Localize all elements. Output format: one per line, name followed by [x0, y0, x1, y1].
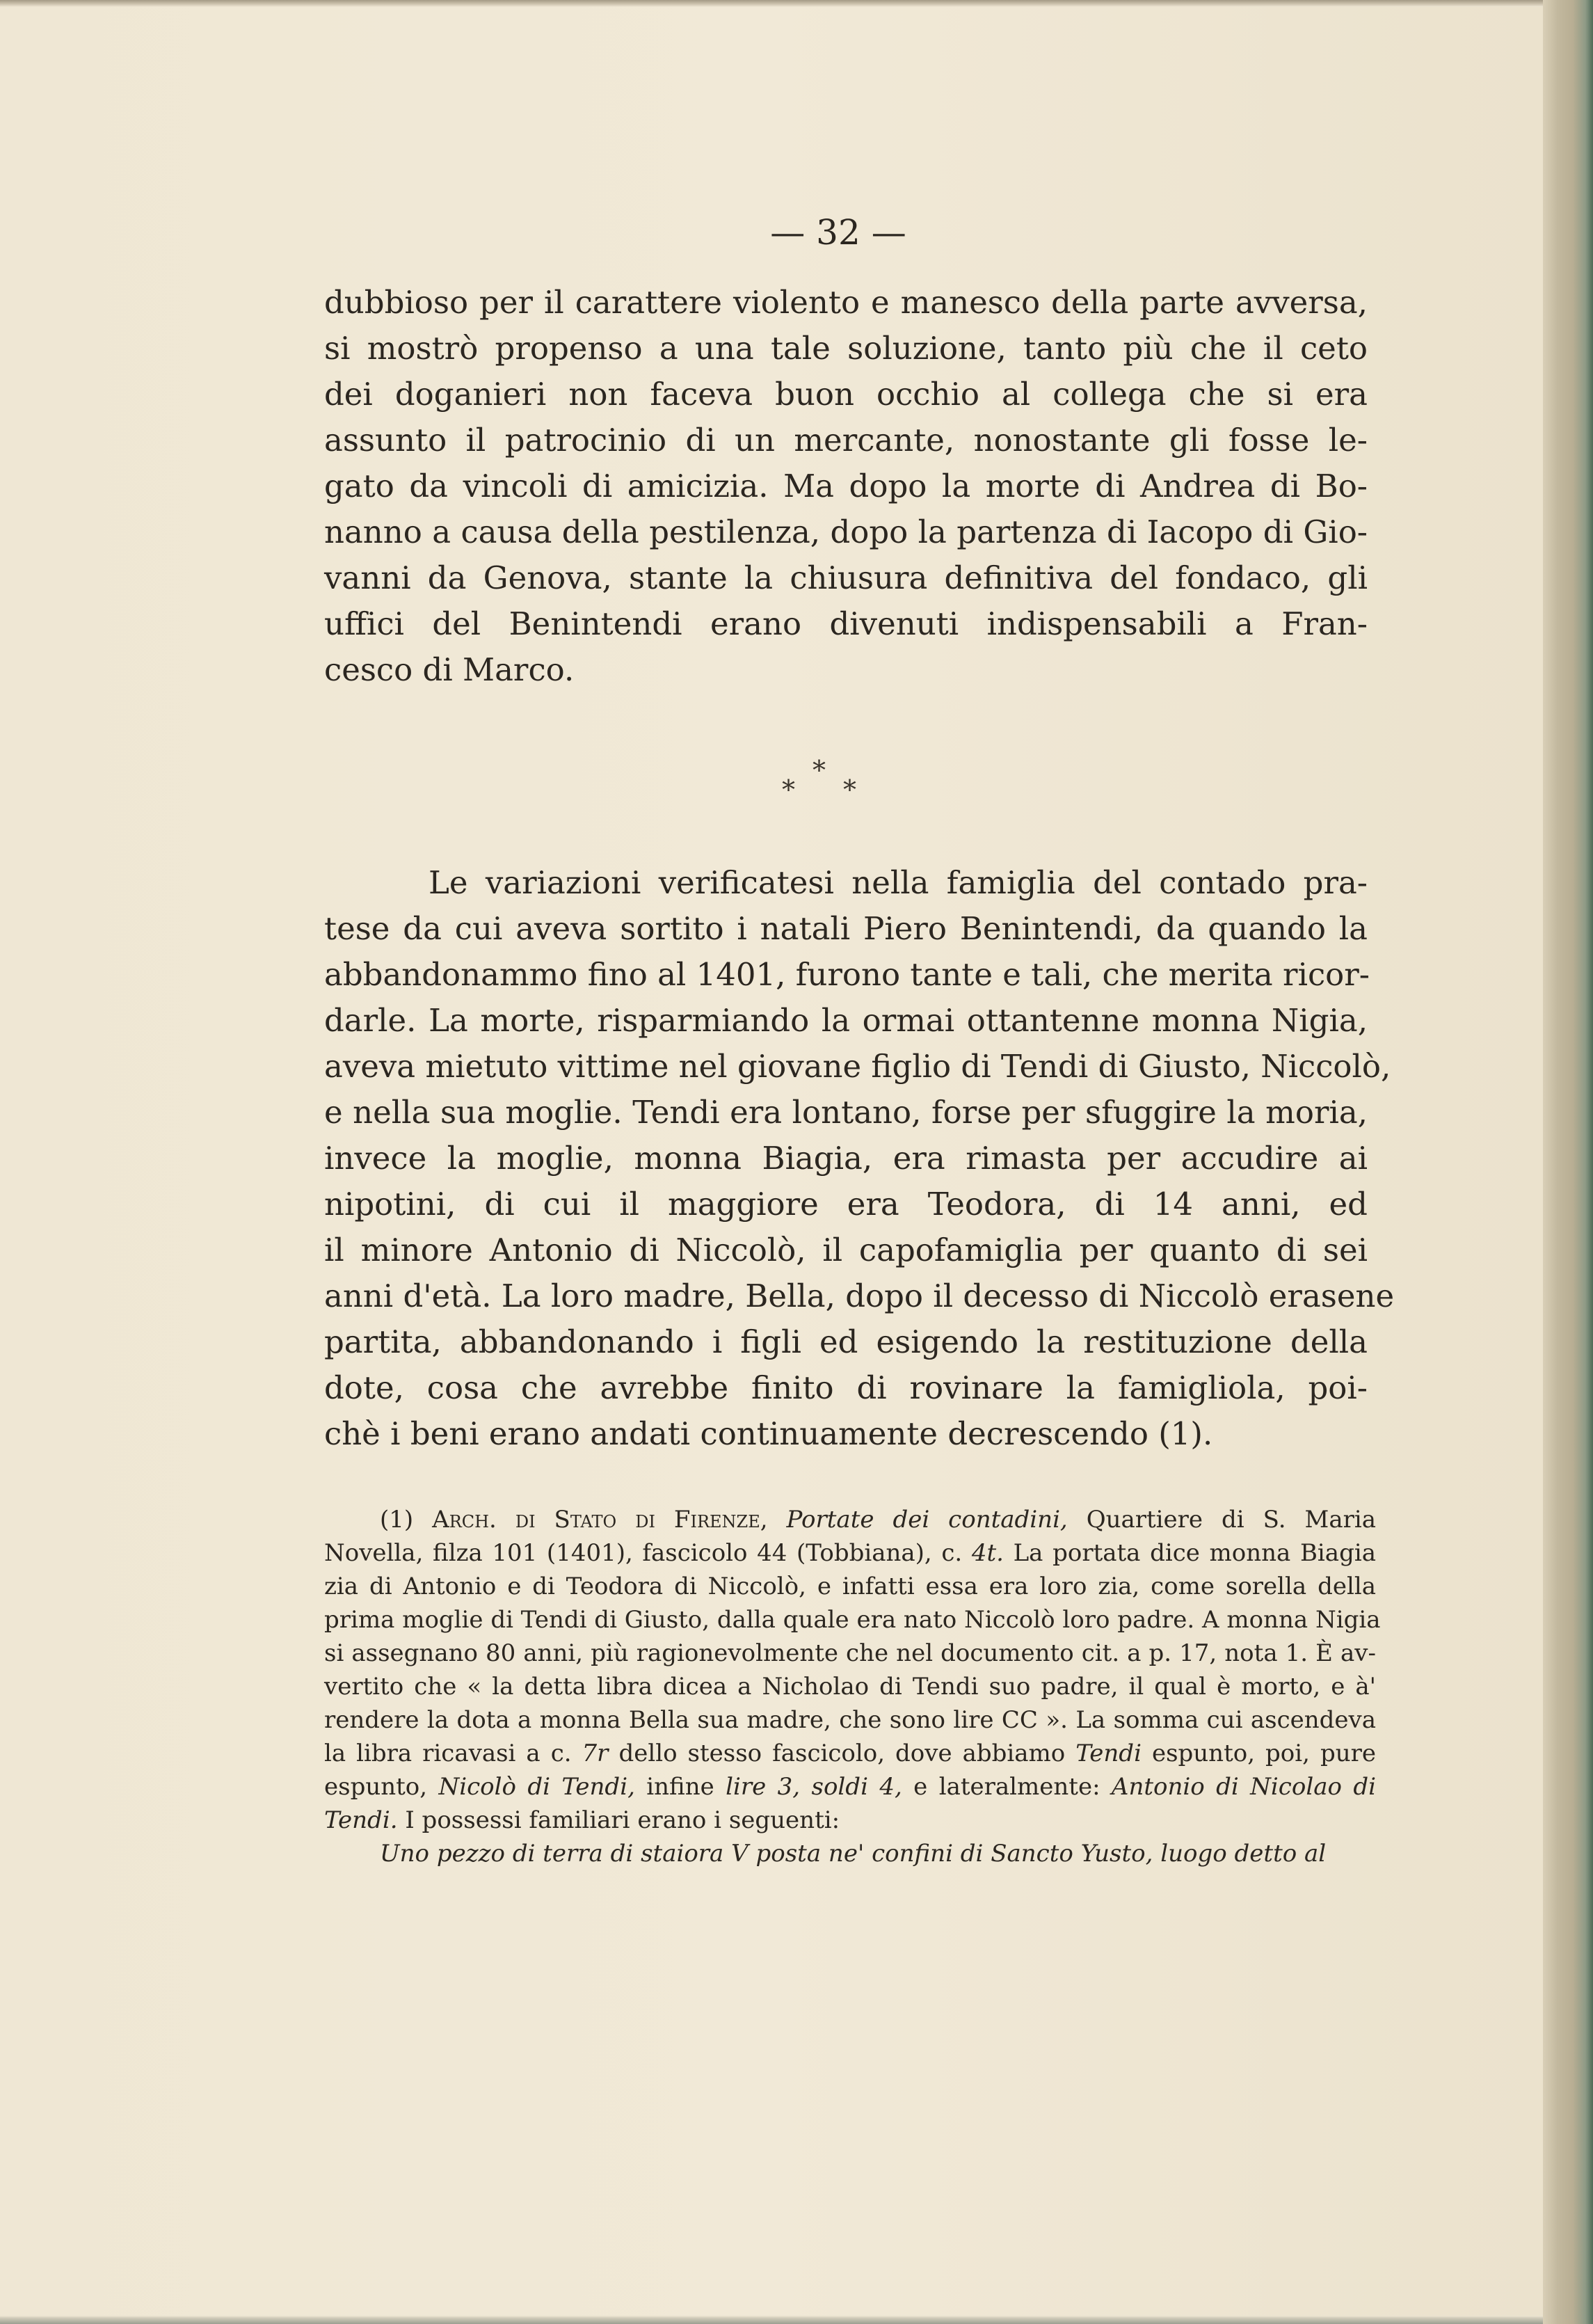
- footnote-line: (1) Arch. di Stato di Firenze, Portate dei contadini, Quartiere di S. Maria: [380, 1506, 1376, 1534]
- text-line: Le variazioni verificatesi nella famiglia del contado pra-: [429, 864, 1368, 901]
- page-bottom-edge: [0, 2316, 1543, 2324]
- footnote-line: zia di Antonio e di Teodora di Niccolò, e infatti essa era loro zia, come sorella della: [324, 1573, 1376, 1600]
- text-line: gato da vincoli di amicizia. Ma dopo la morte di Andrea di Bo-: [324, 468, 1368, 504]
- footnote: [324, 1503, 1381, 1870]
- footnote-line: espunto, Nicolò di Tendi, infine lire 3, soldi 4, e lateralmente: Antonio di Nicolao di: [324, 1773, 1376, 1801]
- text-line: uffici del Benintendi erano divenuti indispensabili a Fran-: [324, 605, 1368, 642]
- text-line: nipotini, di cui il maggiore era Teodora, di 14 anni, ed: [324, 1186, 1368, 1223]
- text-line: anni d'età. La loro madre, Bella, dopo il decesso di Niccolò erasene: [324, 1278, 1395, 1314]
- footnote-line: Novella, filza 101 (1401), fascicolo 44 (Tobbiana), c. 4t. La portata dice monna Biagia: [324, 1539, 1376, 1567]
- text-line: nanno a causa della pestilenza, dopo la partenza di Iacopo di Gio-: [324, 514, 1368, 550]
- paragraph-2: [324, 860, 1395, 1457]
- asterisk: *: [812, 755, 826, 786]
- text-line: il minore Antonio di Niccolò, il capofamiglia per quanto di sei: [324, 1232, 1368, 1268]
- paragraph-1: [324, 280, 1368, 693]
- footnote-line: la libra ricavasi a c. 7r dello stesso fascicolo, dove abbiamo Tendi espunto, poi, pure: [324, 1740, 1376, 1767]
- footnote-line: prima moglie di Tendi di Giusto, dalla quale era nato Niccolò loro padre. A monna Nigia: [324, 1606, 1381, 1634]
- text-line: invece la moglie, monna Biagia, era rimasta per accudire ai: [324, 1140, 1368, 1177]
- section-break-asterism: [779, 755, 863, 818]
- text-line: si mostrò propenso a una tale soluzione, tanto più che il ceto: [324, 330, 1368, 367]
- text-line: vanni da Genova, stante la chiusura definitiva del fondaco, gli: [324, 559, 1368, 596]
- text-line: aveva mietuto vittime nel giovane figlio di Tendi di Giusto, Niccolò,: [324, 1048, 1391, 1085]
- page-number: — 32 —: [770, 212, 906, 253]
- text-line: tese da cui aveva sortito i natali Piero Benintendi, da quando la: [324, 910, 1368, 947]
- text-line: dei doganieri non faceva buon occhio al collega che si era: [324, 376, 1368, 413]
- text-line: abbandonammo fino al 1401, furono tante e tali, che merita ricor-: [324, 956, 1370, 993]
- text-line: partita, abbandonando i figli ed esigendo la restituzione della: [324, 1323, 1368, 1360]
- footnote-line: rendere la dota a monna Bella sua madre, che sono lire CC ». La somma cui ascendeva: [324, 1706, 1376, 1734]
- footnote-line: vertito che « la detta libra dicea a Nicholao di Tendi suo padre, il qual è morto, e à': [324, 1673, 1376, 1701]
- footnote-line: si assegnano 80 anni, più ragionevolmente che nel documento cit. a p. 17, nota 1. È av-: [324, 1639, 1376, 1667]
- asterisk: *: [782, 774, 795, 805]
- footnote-line: Tendi. I possessi familiari erano i seguenti:: [324, 1806, 840, 1834]
- book-spine-edge: [1543, 0, 1593, 2324]
- text-line: darle. La morte, risparmiando la ormai ottantenne monna Nigia,: [324, 1002, 1368, 1039]
- asterisk: *: [843, 774, 856, 805]
- text-line: chè i beni erano andati continuamente decrescendo (1).: [324, 1415, 1213, 1452]
- page-top-edge: [0, 0, 1543, 7]
- text-line: assunto il patrocinio di un mercante, nonostante gli fosse le-: [324, 422, 1368, 459]
- footnote-line: Uno pezzo di terra di staiora V posta ne' confini di Sancto Yusto, luogo detto al: [380, 1840, 1327, 1868]
- text-line: dote, cosa che avrebbe finito di rovinare la famigliola, poi-: [324, 1369, 1368, 1406]
- text-line: cesco di Marco.: [324, 651, 575, 688]
- text-line: dubbioso per il carattere violento e manesco della parte avversa,: [324, 284, 1368, 321]
- text-line: e nella sua moglie. Tendi era lontano, forse per sfuggire la moria,: [324, 1094, 1368, 1131]
